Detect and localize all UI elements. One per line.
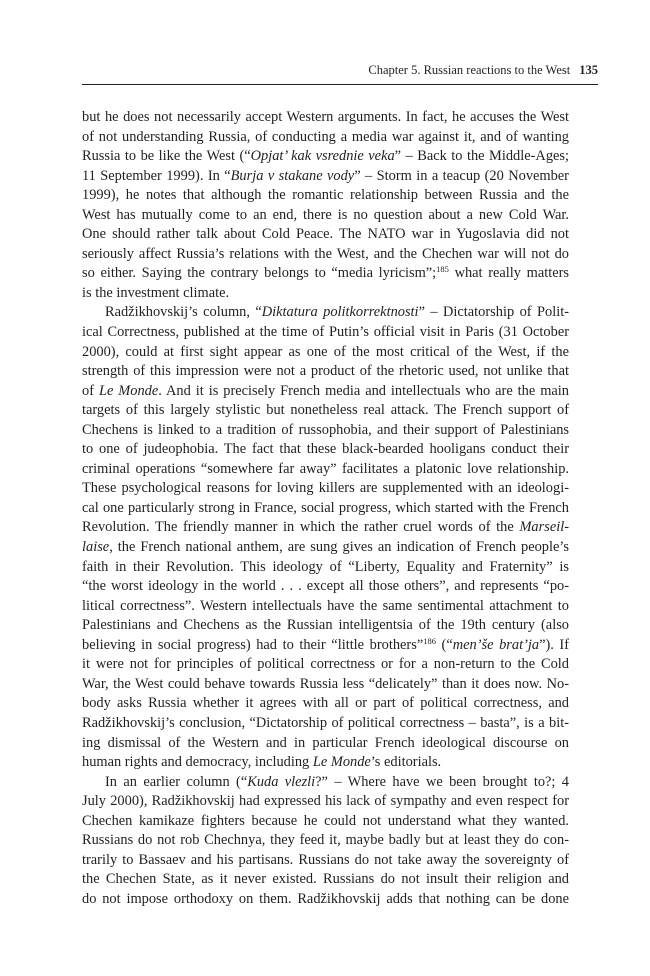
text-line [82,245,569,265]
text-segment: but he does not necessarily accept Western arguments. In fact, he accuses the West [82,109,569,125]
header-rule [82,84,598,85]
text-line [82,597,569,617]
text-line [82,518,569,538]
chapter-title: Chapter 5. Russian reactions to the West [368,63,571,77]
text-segment: Chechens is linked to a tradition of russophobia, and their support of Palestinians [82,421,569,438]
text-line [82,440,569,460]
footnote-marker: 186 [423,635,436,646]
text-segment: ” – Back to the Middle-Ages; [394,148,569,165]
footnote-marker: 185 [436,264,449,275]
text-segment: Palestinians and Chechens as the Russian intelligentsia of the 19th century (also [82,617,569,634]
text-segment: cal one particularly strong in France, social progress, which started with the French [82,499,569,516]
text-line [82,186,569,206]
text-segment: of not understanding Russia, of conducting a media war against it, and of wanting [82,128,569,145]
text-line [82,616,569,636]
italic-text: Burja v stakane vody [230,167,355,184]
italic-text: Le Monde [312,754,371,771]
text-segment: targets of this largely stylistic but nonetheless real attack. The French support of [82,402,569,419]
text-line [82,264,569,284]
text-segment: to one of judeophobia. The fact that these black-bearded hooligans conduct their [82,441,569,458]
text-line [82,577,569,597]
text-segment: 2000), could at first sight appear as one of the most critical of the West, if the [82,343,569,360]
text-segment: litical correctness”. Western intellectuals have the same sentimental attachment to [82,597,569,614]
text-segment: Radžikhovskij’s column, “ [105,304,262,321]
italic-text: laise [82,539,110,556]
running-head [82,63,598,77]
text-segment: ” – Storm in a teacup (20 November [354,167,569,184]
text-line [82,303,569,323]
text-line [82,870,569,890]
text-segment: One should rather talk about Cold Peace. The NATO war in Yugoslavia did not [82,226,569,243]
text-segment: ”). If [539,636,570,653]
text-line [82,128,569,148]
text-line [82,714,569,734]
text-segment: 11 September 1999). In “ [82,167,231,184]
text-segment: ing dismissal of the Western and in particular French ideological discourse on [82,734,569,751]
text-line [82,108,569,128]
text-line [82,206,569,226]
text-segment: West has mutually come to an end, there is no question about a new Cold War. [82,206,569,223]
text-line [82,773,569,793]
text-line [82,694,569,714]
text-segment: believing in social progress) had to their “little brothers” [82,636,424,653]
text-segment: . And it is precisely French media and intellectuals who are the main [158,382,569,399]
text-segment: is the investment climate. [82,284,230,301]
text-segment: Radžikhovskij’s conclusion, “Dictatorship of political correctness – basta”, is a bit- [82,714,569,731]
text-line [82,538,569,558]
text-segment: do not impose orthodoxy on them. Radžikhovskij adds that nothing can be done [82,890,569,907]
text-segment: ical Correctness, published at the time of Putin’s official visit in Paris (31 October [82,324,569,341]
text-segment: In an earlier column (“ [105,773,248,790]
text-segment: the Chechen State, as it never existed. Russians do not insult their religion and [82,871,569,888]
text-line [82,401,569,421]
italic-text: Le Monde [98,382,159,399]
text-segment: faith in their Revolution. This ideology of “Liberty, Equality and Fraternity” is [82,558,569,575]
body-text [82,108,569,909]
italic-text: Diktatura politkorrektnosti [261,304,419,321]
text-segment: so either. Saying the contrary belongs to “media lyricism”; [82,265,437,282]
text-line [82,753,569,773]
text-line [82,362,569,382]
text-line [82,558,569,578]
text-line [82,890,569,910]
text-line [82,460,569,480]
text-line [82,734,569,754]
text-line [82,636,569,656]
text-line [82,812,569,832]
text-segment: criminal operations “somewhere far away” facilitates a platonic love relationship. [82,460,569,477]
text-segment: human rights and democracy, including [82,754,313,771]
text-segment: Russia to be like the West (“ [82,148,251,165]
italic-text: Opjat’ kak vsrednie veka [250,148,395,165]
text-segment: it were not for principles of political correctness or for a non-return to the Cold [82,656,569,673]
text-segment: July 2000), Radžikhovskij had expressed his lack of sympathy and even respect for [82,793,569,810]
text-segment: what really matters [448,265,569,282]
text-segment: Revolution. The friendly manner in which the rather cruel words of the [82,519,520,536]
text-line [82,792,569,812]
text-line [82,421,569,441]
text-line [82,382,569,402]
text-segment: ’s editorials. [370,754,442,771]
text-segment: 1999), he notes that although the romantic relationship between Russia and the [82,187,569,204]
text-segment: ?” – Where have we been brought to?; 4 [315,773,569,790]
text-line [82,655,569,675]
text-line [82,851,569,871]
text-segment: trarily to Bassaev and his partisans. Russians do not take away the sovereignty of [82,851,569,868]
text-line [82,499,569,519]
text-line [82,675,569,695]
text-line [82,167,569,187]
text-line [82,343,569,363]
text-line [82,225,569,245]
text-segment: of [82,382,99,399]
text-segment: War, the West could behave towards Russia less “delicately” than it does now. No- [82,675,569,692]
text-line [82,831,569,851]
text-segment: “the worst ideology in the world . . . except all those others”, and represents “po- [82,578,569,595]
text-line [82,147,569,167]
page-number: 135 [579,63,598,77]
text-segment: These psychological reasons for loving killers are supplemented with an ideologi- [82,480,569,497]
text-segment: body asks Russia whether it agrees with all or part of political correctness, and [82,695,569,712]
text-line [82,479,569,499]
text-line [82,284,569,304]
text-segment: (“ [435,636,453,653]
text-segment: strength of this impression were not a product of the rhetoric used, not unlike that [82,363,569,380]
text-segment: Russians do not rob Chechnya, they feed it, maybe badly but at least they do con- [82,832,569,849]
italic-text: men’še brat’ja [452,636,540,653]
italic-text: Marseil- [519,519,569,536]
text-line [82,323,569,343]
text-segment: , the French national anthem, are sung gives an indication of French people’s [109,539,569,556]
text-segment: ” – Dictatorship of Polit- [418,304,569,321]
italic-text: Kuda vlezli [247,773,316,790]
text-segment: Chechen kamikaze fighters because he could not understand what they wanted. [82,812,569,829]
text-segment: seriously affect Russia’s relations with the West, and the Chechen war will not do [82,245,569,262]
